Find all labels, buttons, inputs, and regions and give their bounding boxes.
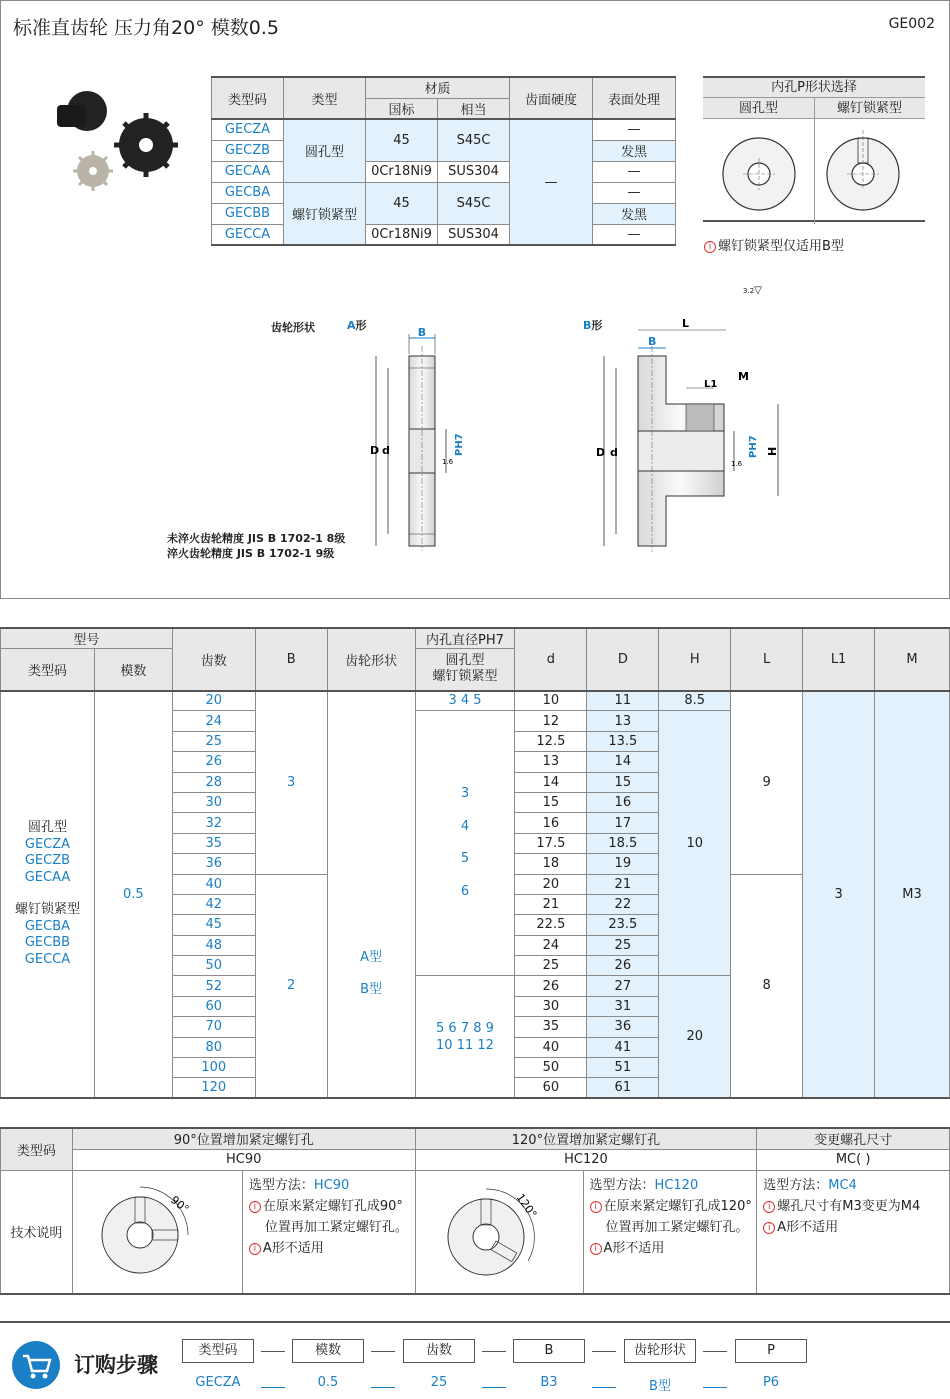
dim-b: B <box>648 335 657 348</box>
teeth-cell: 26 <box>172 752 255 772</box>
order-connector <box>371 1387 395 1388</box>
d-cell: 17.5 <box>515 833 587 853</box>
type-code-cell: GECZB <box>212 140 284 161</box>
dim-d: d <box>610 446 618 459</box>
info-icon: i <box>590 1201 602 1213</box>
type-code-cell: GECZA <box>212 119 284 140</box>
H-cell: 20 <box>659 976 731 1098</box>
info-icon: i <box>249 1243 261 1255</box>
col-shape: 齿轮形状 <box>327 628 415 691</box>
teeth-cell: 52 <box>172 976 255 996</box>
info-icon: i <box>249 1201 261 1213</box>
D-cell: 17 <box>587 813 659 833</box>
order-step-value: 0.5 <box>317 1375 339 1390</box>
d-cell: 22.5 <box>515 915 587 935</box>
d-cell: 12.5 <box>515 731 587 751</box>
col-hardness: 齿面硬度 <box>510 77 593 119</box>
surface-cell: 发黑 <box>593 203 676 224</box>
col-type-code: 类型码 <box>1 649 95 691</box>
dim-M: M <box>738 370 749 383</box>
bore-shape-diagram <box>703 120 925 220</box>
type-code-cell: GECCA <box>212 224 284 245</box>
D-cell: 14 <box>587 752 659 772</box>
d-cell: 10 <box>515 691 587 711</box>
d-cell: 20 <box>515 874 587 894</box>
type-cell: 圆孔型 <box>284 119 366 182</box>
D-cell: 61 <box>587 1078 659 1098</box>
opt-col2-diagram <box>415 1170 583 1294</box>
opt-col2-title: 120°位置增加紧定螺钉孔 <box>415 1128 757 1149</box>
col-B: B <box>255 628 327 691</box>
D-cell: 16 <box>587 792 659 812</box>
D-cell: 51 <box>587 1058 659 1078</box>
teeth-cell: 28 <box>172 772 255 792</box>
order-connector <box>482 1387 506 1388</box>
d-cell: 13 <box>515 752 587 772</box>
col-surface: 表面处理 <box>593 77 676 119</box>
d-cell: 18 <box>515 854 587 874</box>
roughness: 1.6 <box>731 460 743 468</box>
material-cell: S45C <box>438 119 510 161</box>
gear-a-drawing <box>356 326 516 556</box>
opt-col2-code: HC120 <box>415 1149 757 1170</box>
material-cell: 0Cr18Ni9 <box>366 224 438 245</box>
order-step-value: GECZA <box>195 1375 241 1390</box>
d-cell: 30 <box>515 996 587 1016</box>
col-material: 材质 <box>366 77 510 98</box>
order-step-value: P6 <box>762 1375 780 1390</box>
angle-label: 90° <box>168 1193 192 1216</box>
col-equivalent: 相当 <box>438 98 510 119</box>
hardness-cell: — <box>510 119 593 245</box>
spec-body <box>1 691 950 1099</box>
col-d: d <box>515 628 587 691</box>
col-national: 国标 <box>366 98 438 119</box>
col-L: L <box>731 628 803 691</box>
bore-note: i 螺钉锁紧型仅适用B型 <box>704 235 844 254</box>
order-step-label: 模数 <box>292 1339 364 1363</box>
order-step-label: 齿轮形状 <box>624 1339 696 1363</box>
col-bore-types: 圆孔型 螺钉锁紧型 <box>415 649 515 691</box>
gear-b-drawing <box>586 316 806 556</box>
bore-cell: 3 4 5 6 <box>415 711 515 976</box>
material-cell: SUS304 <box>438 161 510 182</box>
info-icon: i <box>763 1201 775 1213</box>
teeth-cell: 30 <box>172 792 255 812</box>
surface-cell: 发黑 <box>593 140 676 161</box>
shape-cell: A型 B型 <box>327 691 415 1099</box>
material-cell: SUS304 <box>438 224 510 245</box>
opt-col1-title: 90°位置增加紧定螺钉孔 <box>72 1128 415 1149</box>
material-cell: 45 <box>366 119 438 161</box>
roughness-symbol: 3.2▽ <box>743 285 762 296</box>
opt-col1-diagram <box>72 1170 242 1294</box>
D-cell: 13 <box>587 711 659 731</box>
teeth-cell: 20 <box>172 691 255 711</box>
teeth-cell: 48 <box>172 935 255 955</box>
D-cell: 11 <box>587 691 659 711</box>
H-cell: 10 <box>659 711 731 976</box>
col-model: 型号 <box>1 628 173 649</box>
b-cell: 3 <box>255 691 327 875</box>
opt-col1-code: HC90 <box>72 1149 415 1170</box>
module-cell: 0.5 <box>94 691 172 1099</box>
page-title: 标准直齿轮 压力角20° 模数0.5 <box>13 17 279 39</box>
teeth-cell: 40 <box>172 874 255 894</box>
col-type-code: 类型码 <box>212 77 284 119</box>
teeth-cell: 32 <box>172 813 255 833</box>
d-cell: 12 <box>515 711 587 731</box>
dim-p: PH7 <box>454 433 465 456</box>
L-cell: 8 <box>731 874 803 1098</box>
order-connector <box>482 1351 506 1352</box>
dim-L1: L1 <box>704 379 718 390</box>
material-cell: 0Cr18Ni9 <box>366 161 438 182</box>
D-cell: 26 <box>587 956 659 976</box>
dim-L: L <box>682 317 690 330</box>
bore-shape-panel <box>703 76 925 222</box>
teeth-cell: 42 <box>172 894 255 914</box>
order-step-value: B型 <box>649 1379 671 1394</box>
product-code: GE002 <box>888 16 935 32</box>
M-cell: M3 <box>875 691 950 1099</box>
D-cell: 41 <box>587 1037 659 1057</box>
opt-col2-desc: 选型方法：HC120 i 在原来紧定螺钉孔成120° 位置再加工紧定螺钉孔。 i A形不适用 <box>583 1170 757 1294</box>
order-connector <box>261 1351 285 1352</box>
col-teeth: 齿数 <box>172 628 255 691</box>
bore-screw-label: 螺钉锁紧型 <box>836 101 902 116</box>
bore-round-label: 圆孔型 <box>738 101 778 116</box>
d-cell: 16 <box>515 813 587 833</box>
teeth-cell: 36 <box>172 854 255 874</box>
teeth-cell: 100 <box>172 1058 255 1078</box>
bore-cell: 5 6 7 8 9 10 11 12 <box>415 976 515 1098</box>
D-cell: 27 <box>587 976 659 996</box>
order-step-label: 齿数 <box>403 1339 475 1363</box>
D-cell: 21 <box>587 874 659 894</box>
D-cell: 23.5 <box>587 915 659 935</box>
dim-H: H <box>766 446 779 456</box>
opt-col3-code: MC( ) <box>757 1149 950 1170</box>
d-cell: 26 <box>515 976 587 996</box>
teeth-cell: 70 <box>172 1017 255 1037</box>
material-table <box>211 76 676 246</box>
H-cell: 8.5 <box>659 691 731 711</box>
d-cell: 40 <box>515 1037 587 1057</box>
teeth-cell: 120 <box>172 1078 255 1098</box>
order-connector <box>592 1351 616 1352</box>
surface-cell: — <box>593 119 676 140</box>
type-cell: 螺钉锁紧型 <box>284 182 366 245</box>
dim-D: D <box>370 444 380 457</box>
d-cell: 50 <box>515 1058 587 1078</box>
teeth-cell: 24 <box>172 711 255 731</box>
surface-cell: — <box>593 161 676 182</box>
D-cell: 19 <box>587 854 659 874</box>
D-cell: 22 <box>587 894 659 914</box>
order-step-label: 类型码 <box>182 1339 254 1363</box>
order-connector <box>592 1387 616 1388</box>
order-step-value: B3 <box>540 1375 558 1390</box>
type-a-label: A形 <box>347 319 367 332</box>
gear-photo <box>49 83 179 193</box>
dim-b: B <box>417 326 427 339</box>
material-cell: S45C <box>438 182 510 224</box>
teeth-cell: 80 <box>172 1037 255 1057</box>
col-L1: L1 <box>803 628 875 691</box>
opt-col3-desc: 选型方法：MC4 i 螺孔尺寸有M3变更为M4 i A形不适用 <box>757 1170 950 1294</box>
bore-cell: 3 4 5 <box>415 691 515 711</box>
d-cell: 35 <box>515 1017 587 1037</box>
D-cell: 18.5 <box>587 833 659 853</box>
L-cell: 9 <box>731 691 803 875</box>
col-D: D <box>587 628 659 691</box>
D-cell: 31 <box>587 996 659 1016</box>
type-code-cell: GECBB <box>212 203 284 224</box>
D-cell: 36 <box>587 1017 659 1037</box>
opt-col3-title: 变更螺孔尺寸 <box>757 1128 950 1149</box>
opt-col1-desc: 选型方法：HC90 i 在原来紧定螺钉孔成90° 位置再加工紧定螺钉孔。 i A形不适用 <box>242 1170 415 1294</box>
info-icon: i <box>590 1243 602 1255</box>
angle-label: 120° <box>513 1191 540 1221</box>
teeth-cell: 45 <box>172 915 255 935</box>
col-type: 类型 <box>284 77 366 119</box>
info-icon: i <box>704 241 716 253</box>
order-steps <box>0 1321 950 1399</box>
teeth-cell: 35 <box>172 833 255 853</box>
D-cell: 25 <box>587 935 659 955</box>
surface-cell: — <box>593 224 676 245</box>
col-bore: 内孔直径PH7 <box>415 628 515 649</box>
d-cell: 21 <box>515 894 587 914</box>
d-cell: 60 <box>515 1078 587 1098</box>
col-module: 模数 <box>94 649 172 691</box>
teeth-cell: 25 <box>172 731 255 751</box>
col-M: M <box>875 628 950 691</box>
d-cell: 24 <box>515 935 587 955</box>
hc90-diagram <box>82 1175 232 1285</box>
d-cell: 25 <box>515 956 587 976</box>
col-H: H <box>659 628 731 691</box>
teeth-cell: 50 <box>172 956 255 976</box>
type-code-cell: 圆孔型 GECZA GECZB GECAA 螺钉锁紧型 GECBA GECBB GECCA <box>1 691 95 1099</box>
hc120-diagram <box>424 1175 574 1285</box>
order-step-label: B <box>513 1339 585 1363</box>
surface-cell: — <box>593 182 676 203</box>
teeth-cell: 60 <box>172 996 255 1016</box>
opt-tech-label: 技术说明 <box>1 1170 73 1294</box>
info-icon: i <box>763 1222 775 1234</box>
spec-table <box>0 627 950 1099</box>
D-cell: 15 <box>587 772 659 792</box>
accuracy-notes: 未淬火齿轮精度 JIS B 1702-1 8级 淬火齿轮精度 JIS B 1702-1 9级 <box>167 532 346 560</box>
dim-d: d <box>382 444 390 457</box>
dim-D: D <box>596 446 606 459</box>
bore-shape-title: 内孔P形状选择 <box>703 78 925 98</box>
order-title: 订购步骤 <box>74 1353 158 1377</box>
d-cell: 15 <box>515 792 587 812</box>
order-connector <box>703 1351 727 1352</box>
type-b-label: B形 <box>583 319 603 332</box>
gear-shape-label: 齿轮形状 <box>271 321 315 334</box>
roughness: 1.6 <box>442 458 454 466</box>
type-code-cell: GECBA <box>212 182 284 203</box>
order-step-label: P <box>735 1339 807 1363</box>
L1-cell: 3 <box>803 691 875 1099</box>
b-cell: 2 <box>255 874 327 1098</box>
opt-col-type: 类型码 <box>1 1128 73 1170</box>
d-cell: 14 <box>515 772 587 792</box>
order-connector <box>371 1351 395 1352</box>
D-cell: 13.5 <box>587 731 659 751</box>
order-connector <box>703 1387 727 1388</box>
material-cell: 45 <box>366 182 438 224</box>
type-code-cell: GECAA <box>212 161 284 182</box>
product-header-section <box>0 0 950 599</box>
order-step-value: 25 <box>430 1375 448 1390</box>
dim-p: PH7 <box>748 435 759 458</box>
order-connector <box>261 1387 285 1388</box>
options-table <box>0 1127 950 1295</box>
cart-icon <box>12 1341 60 1389</box>
